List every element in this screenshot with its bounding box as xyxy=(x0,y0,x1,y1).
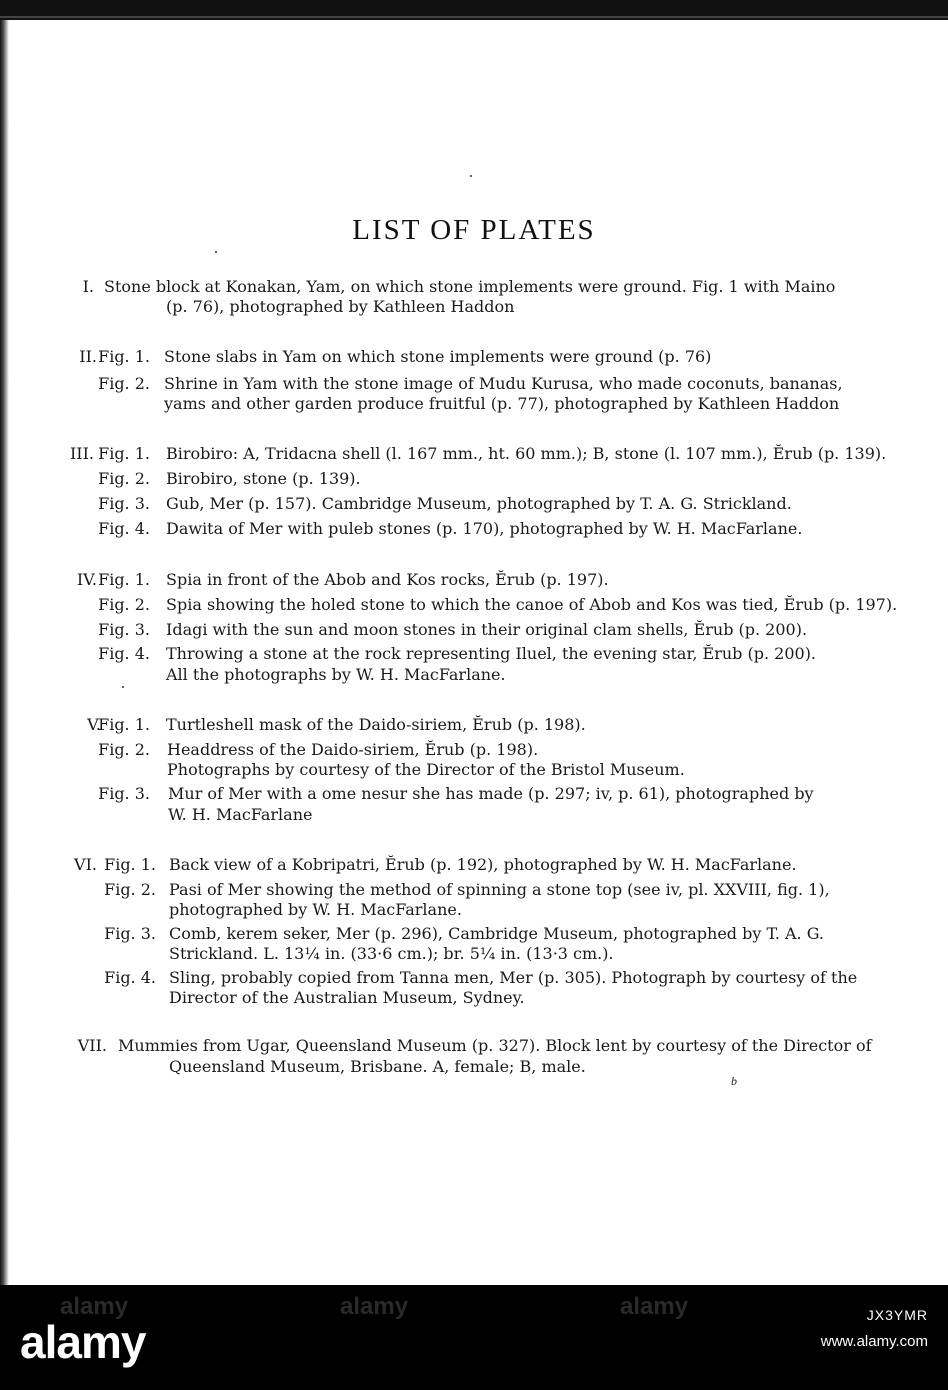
figure-label: Fig. 3. xyxy=(104,924,156,943)
watermark-ghost-logo: alamy xyxy=(340,1293,409,1320)
page-title: LIST OF PLATES xyxy=(352,214,596,246)
entry-line: Photographs by courtesy of the Director of the Bristol Museum. xyxy=(167,760,685,779)
figure-label: Fig. 3. xyxy=(98,620,150,639)
plate-numeral: II. xyxy=(79,347,97,366)
entry-line: Shrine in Yam with the stone image of Mudu Kurusa, who made coconuts, bananas, xyxy=(164,374,843,393)
page-signature-mark: b xyxy=(731,1074,737,1088)
speck xyxy=(215,251,217,253)
speck xyxy=(122,686,124,688)
figure-label: Fig. 1. xyxy=(98,715,150,734)
watermark-info xyxy=(821,1307,928,1350)
figure-label: Fig. 4. xyxy=(104,968,156,987)
figure-label: Fig. 2. xyxy=(98,595,150,614)
entry-line: Stone block at Konakan, Yam, on which stone implements were ground. Fig. 1 with Maino xyxy=(104,277,836,296)
figure-label: Fig. 4. xyxy=(98,519,150,538)
plate-numeral: III. xyxy=(69,444,94,463)
entry-line: (p. 76), photographed by Kathleen Haddon xyxy=(166,297,515,316)
plate-numeral: VII. xyxy=(77,1036,107,1055)
entry-line: photographed by W. H. MacFarlane. xyxy=(169,900,462,919)
entry-line: Idagi with the sun and moon stones in their original clam shells, Ĕrub (p. 200). xyxy=(166,620,808,639)
alamy-logo: alamy xyxy=(20,1316,146,1368)
figure-label: Fig. 1. xyxy=(98,570,150,589)
entry-line: Gub, Mer (p. 157). Cambridge Museum, photographed by T. A. G. Strickland. xyxy=(166,494,792,513)
entry-line: Spia showing the holed stone to which the canoe of Abob and Kos was tied, Ĕrub (p. 197). xyxy=(166,595,898,614)
entry-line: yams and other garden produce fruitful (p. 77), photographed by Kathleen Haddon xyxy=(164,394,840,413)
entry-line: All the photographs by W. H. MacFarlane. xyxy=(166,665,506,684)
entry-line: Strickland. L. 13¼ in. (33·6 cm.); br. 5¼ in. (13·3 cm.). xyxy=(169,944,614,963)
plate-numeral: VI. xyxy=(74,855,97,874)
figure-label: Fig. 1. xyxy=(98,347,150,366)
entry-line: Mummies from Ugar, Queensland Museum (p. 327). Block lent by courtesy of the Director of xyxy=(118,1036,872,1055)
entry-line: Birobiro, stone (p. 139). xyxy=(166,469,361,488)
watermark-ghost-logo: alamy xyxy=(620,1293,689,1320)
entry-line: Queensland Museum, Brisbane. A, female; B, male. xyxy=(169,1057,586,1076)
entry-line: Mur of Mer with a ome nesur she has made (p. 297; iv, p. 61), photographed by xyxy=(168,784,814,803)
entry-line: Birobiro: A, Tridacna shell (l. 167 mm., ht. 60 mm.); B, stone (l. 107 mm.), Ĕrub (p. 139). xyxy=(166,444,887,463)
scan-left-edge xyxy=(0,20,9,1285)
figure-label: Fig. 1. xyxy=(98,444,150,463)
entry-line: W. H. MacFarlane xyxy=(168,805,313,824)
entry-line: Director of the Australian Museum, Sydney. xyxy=(169,988,525,1007)
entry-line: Comb, kerem seker, Mer (p. 296), Cambridge Museum, photographed by T. A. G. xyxy=(169,924,825,943)
entry-line: Back view of a Kobripatri, Ĕrub (p. 192), photographed by W. H. MacFarlane. xyxy=(169,855,797,874)
watermark-ghost-logo: alamy xyxy=(60,1293,129,1320)
figure-label: Fig. 2. xyxy=(98,374,150,393)
figure-label: Fig. 2. xyxy=(98,740,150,759)
figure-label: Fig. 3. xyxy=(98,784,150,803)
plate-numeral: V. xyxy=(87,715,101,734)
plate-numeral: I. xyxy=(82,277,94,296)
entry-line: Headdress of the Daido-siriem, Ĕrub (p. 198). xyxy=(167,740,539,759)
image-id: JX3YMR xyxy=(866,1307,928,1323)
entry-line: Turtleshell mask of the Daido-siriem, Ĕrub (p. 198). xyxy=(166,715,586,734)
figure-label: Fig. 2. xyxy=(104,880,156,899)
entry-line: Spia in front of the Abob and Kos rocks, Ĕrub (p. 197). xyxy=(166,570,609,589)
stock-watermark-banner xyxy=(0,1285,948,1390)
figure-label: Fig. 4. xyxy=(98,644,150,663)
figure-label: Fig. 2. xyxy=(98,469,150,488)
watermark-url: www.alamy.com xyxy=(820,1333,928,1350)
entry-line: Throwing a stone at the rock representing Iluel, the evening star, Ĕrub (p. 200). xyxy=(166,644,817,663)
figure-label: Fig. 1. xyxy=(104,855,156,874)
speck xyxy=(470,175,472,177)
entry-line: Dawita of Mer with puleb stones (p. 170), photographed by W. H. MacFarlane. xyxy=(166,519,803,538)
plate-numeral: IV. xyxy=(76,570,97,589)
scan-top-edge xyxy=(0,0,948,20)
entry-line: Stone slabs in Yam on which stone implements were ground (p. 76) xyxy=(164,347,712,366)
entry-line: Pasi of Mer showing the method of spinning a stone top (see iv, pl. XXVIII, fig. 1), xyxy=(169,880,830,899)
figure-label: Fig. 3. xyxy=(98,494,150,513)
entry-line: Sling, probably copied from Tanna men, Mer (p. 305). Photograph by courtesy of the xyxy=(169,968,858,987)
